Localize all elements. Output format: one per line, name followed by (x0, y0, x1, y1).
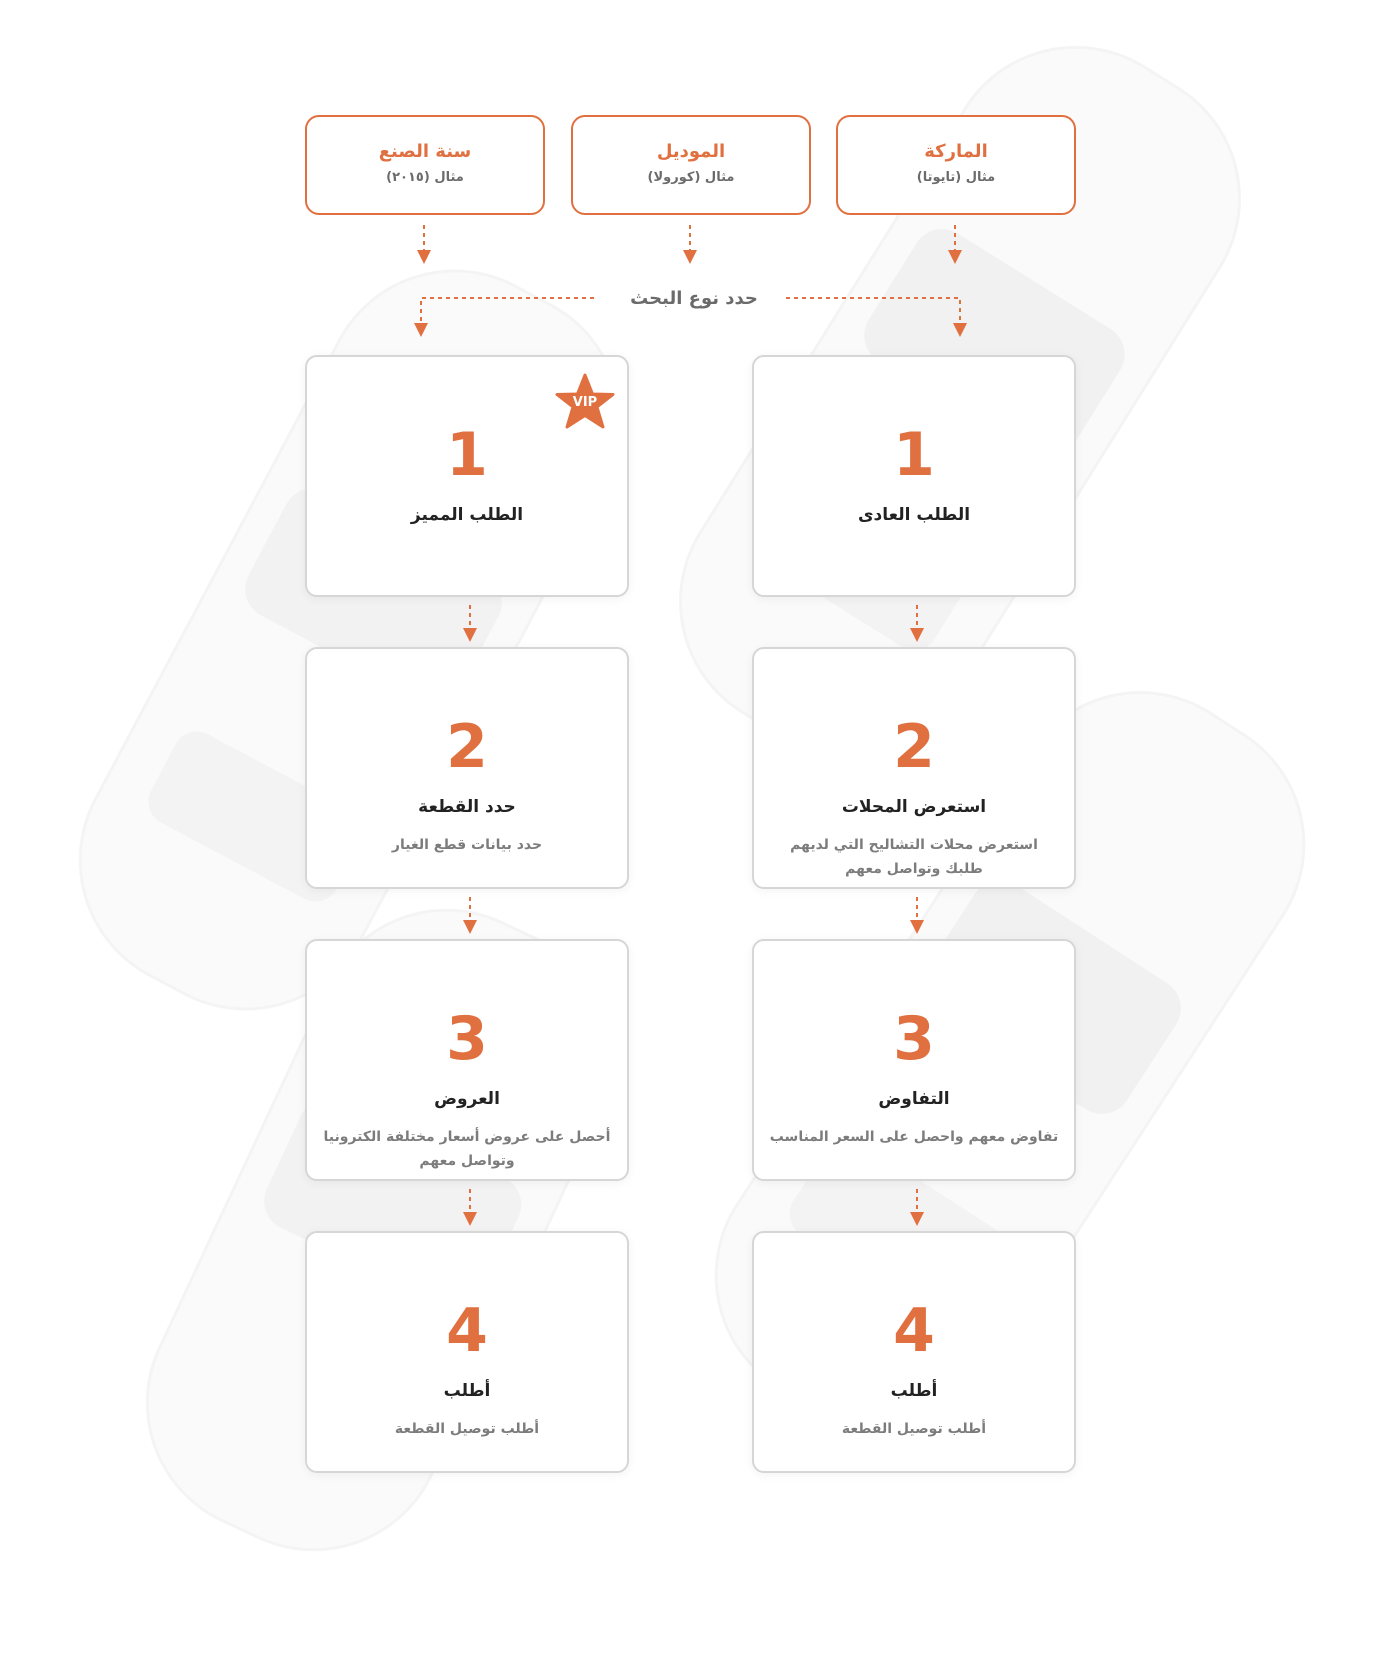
step-number: 1 (446, 420, 488, 490)
step-title: العروض (434, 1089, 500, 1109)
step-title: الطلب المميز (410, 505, 524, 525)
step-title: أطلب (890, 1381, 938, 1401)
model-box[interactable] (571, 115, 811, 215)
step-title: الطلب العادى (857, 505, 971, 525)
step-number: 2 (893, 712, 935, 782)
normal-step-3-card[interactable] (752, 939, 1076, 1181)
model-title: الموديل (656, 141, 726, 162)
step-title: أطلب (443, 1381, 491, 1401)
vip-step-2-card[interactable] (305, 647, 629, 889)
vip-step-4-card[interactable] (305, 1231, 629, 1473)
step-description: أطلب توصيل القطعة (394, 1421, 540, 1437)
step-title: حدد القطعة (418, 797, 516, 817)
brand-title: الماركة (924, 141, 988, 162)
model-example: مثال (كورولا) (647, 170, 735, 185)
step-number: 1 (893, 420, 935, 490)
year-example: مثال (٢٠١٥) (386, 170, 464, 185)
step-description: أحصل على عروض أسعار مختلفة الكترونيا وتواصل معهم (323, 1129, 611, 1169)
normal-step-1-card[interactable] (752, 355, 1076, 597)
brand-example: مثال (تايوتا) (916, 170, 996, 185)
step-number: 2 (446, 712, 488, 782)
normal-step-4-card[interactable] (752, 1231, 1076, 1473)
vip-star-icon (554, 373, 616, 435)
step-number: 3 (446, 1004, 488, 1074)
step-number: 4 (446, 1296, 488, 1366)
step-title: التفاوض (878, 1089, 950, 1109)
vip-step-3-card[interactable] (305, 939, 629, 1181)
year-box[interactable] (305, 115, 545, 215)
brand-box[interactable] (836, 115, 1076, 215)
step-title: استعرض المحلات (841, 797, 987, 817)
search-type-label: حدد نوع البحث (630, 288, 758, 309)
year-title: سنة الصنع (378, 141, 472, 162)
step-description: حدد بيانات قطع الغيار (391, 837, 543, 853)
vip-badge-label: VIP (572, 395, 598, 410)
step-number: 3 (893, 1004, 935, 1074)
normal-step-2-card[interactable] (752, 647, 1076, 889)
step-description: تفاوض معهم واحصل على السعر المناسب (769, 1129, 1059, 1145)
step-description: استعرض محلات التشاليح التي لديهم طلبك وتواصل معهم (790, 837, 1038, 877)
step-number: 4 (893, 1296, 935, 1366)
step-description: أطلب توصيل القطعة (841, 1421, 987, 1437)
